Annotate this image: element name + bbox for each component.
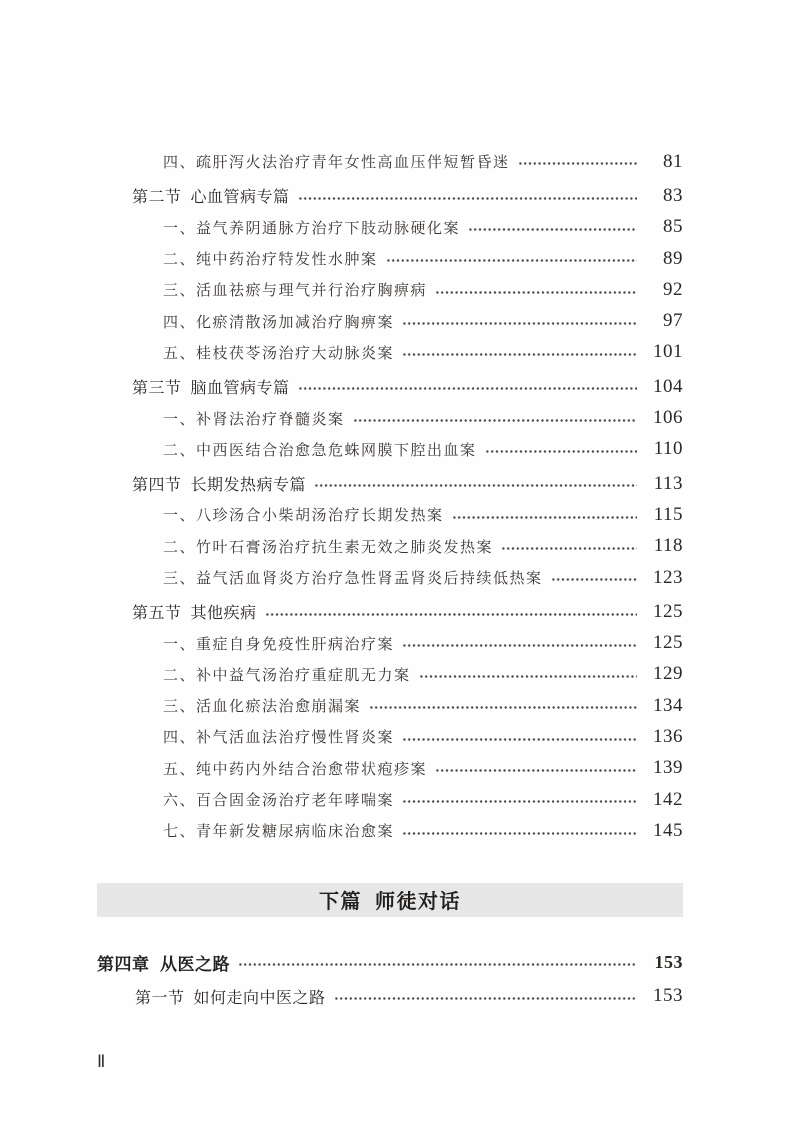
toc-dot-leader [314,468,637,499]
toc-entry-title: 第四节 长期发热病专篇 [132,477,307,495]
toc-entry-title: 五、纯中药内外结合治愈带状疱疹案 [163,761,428,778]
toc-entry-title: 三、活血化瘀法治愈崩漏案 [163,699,362,716]
part-banner [97,883,683,917]
toc-entry-title: 第三节 脑血管病专篇 [132,380,290,398]
toc-entry-title: 二、竹叶石膏汤治疗抗生素无效之肺炎发热案 [163,539,494,556]
toc-dot-leader [468,212,637,243]
toc-entry-page: 85 [663,216,683,238]
toc-entry-title: 一、益气养阴通脉方治疗下肢动脉硬化案 [163,220,461,237]
toc-entry-page: 92 [663,278,683,300]
toc-entry-title: 第五节 其他疾病 [132,605,257,623]
toc-entry-title: 二、补中益气汤治疗重症肌无力案 [163,667,411,684]
toc-dot-leader [265,596,637,627]
toc-entry-title: 四、疏肝泻火法治疗青年女性高血压伴短暂昏迷 [163,155,510,172]
toc-entry [97,947,683,978]
toc-entry-page: 115 [653,503,683,525]
toc-dot-leader [238,947,637,978]
toc-entry-page: 139 [653,757,683,779]
toc-dot-leader [435,274,637,305]
toc-dot-leader [485,434,637,465]
toc-entry-page: 145 [653,819,683,841]
toc-entry-page: 81 [663,150,683,172]
toc-entry-title: 三、活血祛瘀与理气并行治疗胸痹病 [163,283,428,300]
toc-entry [97,371,683,402]
toc-entry-title: 一、八珍汤合小柴胡汤治疗长期发热案 [163,508,444,525]
toc-entry [97,721,683,752]
toc-dot-leader [334,981,637,1012]
toc-dot-leader [353,402,637,433]
toc-entry [97,562,683,593]
toc-entry [97,146,683,177]
toc-entry [97,531,683,562]
toc-entry-page: 97 [663,310,683,332]
toc-entry-title: 一、补肾法治疗脊髓炎案 [163,411,345,428]
toc-entry-title: 三、益气活血肾炎方治疗急性肾盂肾炎后持续低热案 [163,571,543,587]
toc-dot-leader [402,815,637,846]
toc-entry-page: 153 [653,985,683,1007]
toc-entry [97,212,683,243]
toc-dot-leader [435,753,637,784]
footer-page-number: Ⅱ [97,1052,106,1071]
toc-entry-title: 七、青年新发糖尿病临床治愈案 [163,824,395,841]
toc-entry-page: 104 [653,375,683,397]
toc-entry-title: 四、化瘀清散汤加减治疗胸痹案 [163,314,395,331]
toc-entry [97,981,683,1012]
toc-entry-page: 142 [653,788,683,810]
toc-dot-leader [402,627,637,658]
toc-entry-title: 五、桂枝茯苓汤治疗大动脉炎案 [163,345,395,362]
toc-dot-leader [419,659,637,690]
toc-entry [97,690,683,721]
toc-entry-page: 125 [653,600,683,622]
toc-entry-title: 二、纯中药治疗特发性水肿案 [163,252,378,269]
toc-entry [97,815,683,846]
toc-entry-page: 153 [654,951,683,972]
toc-entry-page: 113 [653,472,683,494]
toc-dot-leader [369,690,637,721]
toc-entry [97,468,683,499]
toc-entry-page: 118 [653,535,683,557]
toc-entry-page: 125 [653,632,683,654]
toc-entry-page: 101 [653,341,683,363]
toc-entry [97,627,683,658]
toc-entry-title: 六、百合固金汤治疗老年哮喘案 [163,793,395,810]
toc-entry [97,784,683,815]
toc-entry [97,305,683,336]
toc-dot-leader [298,371,637,402]
toc-entry-title: 第一节 如何走向中医之路 [135,989,326,1007]
toc-entry-page: 89 [663,247,683,269]
toc-entry-title: 二、中西医结合治愈急危蛛网膜下腔出血案 [163,442,477,459]
toc-entry [97,337,683,368]
toc-dot-leader [298,180,637,211]
toc-entry-page: 110 [653,438,683,460]
toc-entry-page: 106 [653,407,683,429]
toc-entry-page: 129 [653,663,683,685]
toc-dot-leader [386,243,637,274]
toc-entry [97,274,683,305]
toc-dot-leader [551,562,637,593]
toc-entry [97,499,683,530]
toc-dot-leader [402,305,637,336]
toc-entry-page: 83 [663,184,683,206]
toc-dot-leader [402,337,637,368]
toc-entry [97,659,683,690]
toc-entry [97,180,683,211]
toc-entry-title: 第四章 从医之路 [97,954,230,974]
toc-entry-page: 136 [653,725,683,747]
toc-entry [97,596,683,627]
toc-entry-page: 123 [653,566,683,588]
toc-dot-leader [518,146,637,177]
toc-dot-leader [402,784,637,815]
toc-entry [97,434,683,465]
toc-entry-title: 一、重症自身免疫性肝病治疗案 [163,636,395,653]
toc-entry [97,753,683,784]
toc-entry [97,243,683,274]
part-banner-title: 下篇 师徒对话 [319,891,461,914]
toc-dot-leader [402,721,637,752]
toc-entry-title: 第二节 心血管病专篇 [132,189,290,207]
toc-entry-title: 四、补气活血法治疗慢性肾炎案 [163,730,395,747]
toc-entry-page: 134 [653,694,683,716]
toc-dot-leader [452,499,637,530]
toc-entry [97,402,683,433]
toc-dot-leader [501,531,637,562]
toc-list [97,146,683,1012]
